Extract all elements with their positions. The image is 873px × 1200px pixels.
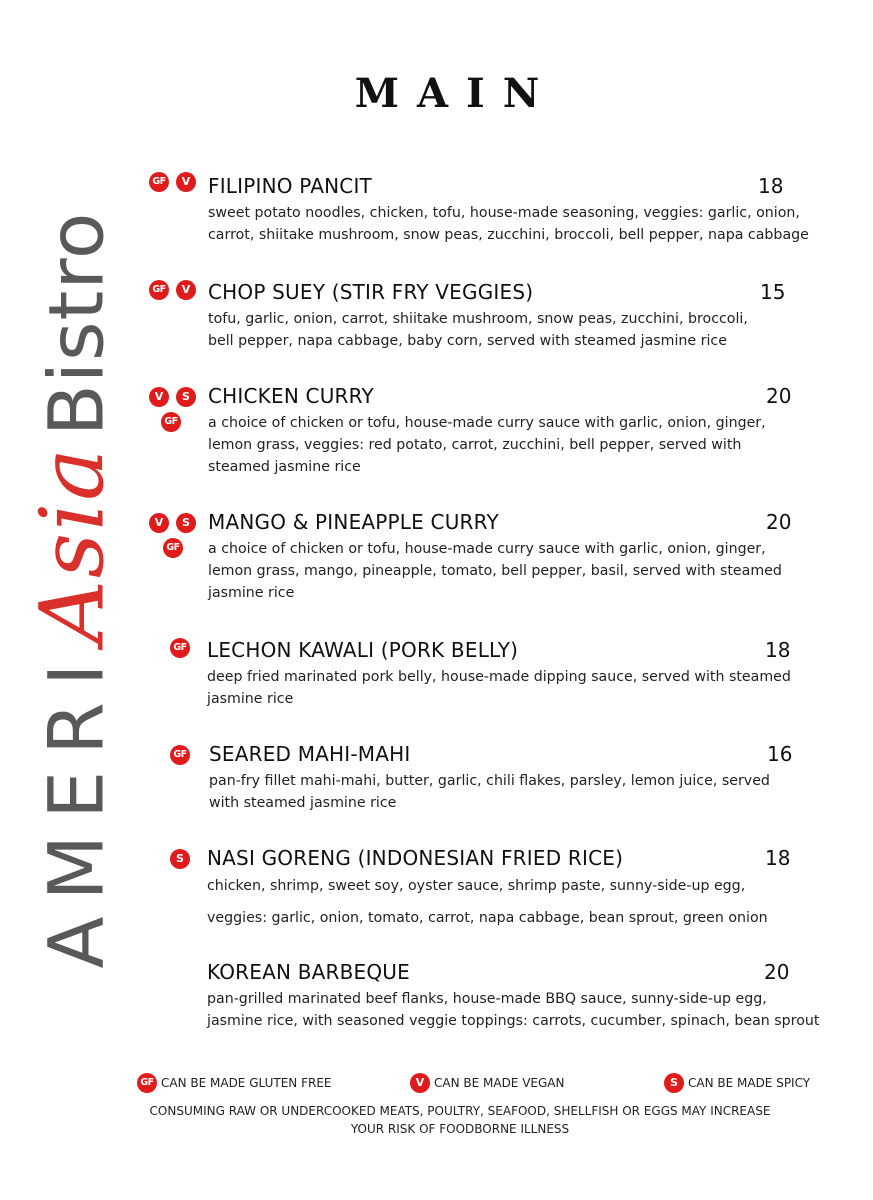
item-price: 16 — [767, 742, 793, 766]
spicy-icon: S — [176, 387, 196, 407]
legend-gluten-free — [137, 1073, 331, 1093]
item-description: a choice of chicken or tofu, house-made curry sauce with garlic, onion, ginger, lemon grass, veggies: red potato, carrot, zucchini, bell pepper, served with steamed jasmine rice — [208, 415, 766, 475]
item-price: 20 — [764, 960, 790, 984]
item-price: 15 — [760, 280, 786, 304]
menu-item — [208, 384, 808, 476]
menu-item — [209, 742, 809, 812]
item-price: 20 — [766, 510, 792, 534]
item-price: 18 — [765, 638, 791, 662]
gluten-free-icon: GF — [149, 280, 169, 300]
page-title: MAIN — [354, 70, 558, 117]
item-name: LECHON KAWALI (PORK BELLY) — [207, 638, 519, 662]
brand-logo — [21, 212, 124, 969]
legend-label: CAN BE MADE GLUTEN FREE — [161, 1076, 332, 1090]
menu-item — [208, 280, 808, 350]
vegan-icon: V — [149, 513, 169, 533]
gluten-free-icon: GF — [170, 745, 190, 765]
vegan-icon: V — [410, 1073, 430, 1093]
legend-vegan — [410, 1073, 564, 1093]
vegan-icon: V — [176, 280, 196, 300]
item-name: NASI GORENG (INDONESIAN FRIED RICE) — [207, 846, 624, 870]
vegan-icon: V — [149, 387, 169, 407]
item-description: chicken, shrimp, sweet soy, oyster sauce, shrimp paste, sunny-side-up egg, veggies: garlic, onion, tomato, carrot, napa cabbage, bean sprout, green onion — [207, 878, 768, 926]
gluten-free-icon: GF — [170, 638, 190, 658]
item-name: FILIPINO PANCIT — [208, 174, 372, 198]
item-name: KOREAN BARBEQUE — [207, 960, 410, 984]
spicy-icon: S — [664, 1073, 684, 1093]
legend-spicy — [664, 1073, 810, 1093]
item-price: 18 — [758, 174, 784, 198]
item-name: MANGO & PINEAPPLE CURRY — [208, 510, 499, 534]
menu-item — [207, 638, 807, 708]
brand-part-ameri: AMERI — [31, 647, 121, 969]
menu-item — [208, 510, 808, 602]
spicy-icon: S — [170, 849, 190, 869]
item-name: SEARED MAHI-MAHI — [209, 742, 411, 766]
brand-part-bistro: Bistro — [31, 211, 121, 437]
legend-label: CAN BE MADE SPICY — [688, 1076, 811, 1090]
spicy-icon: S — [176, 513, 196, 533]
item-description: tofu, garlic, onion, carrot, shiitake mushroom, snow peas, zucchini, broccoli, bell pepper, napa cabbage, baby corn, served with steamed jasmine rice — [208, 311, 748, 349]
food-safety-notice: CONSUMING RAW OR UNDERCOOKED MEATS, POULTRY, SEAFOOD, SHELLFISH OR EGGS MAY INCREASE YOUR RISK OF FOODBORNE ILLNESS — [149, 1104, 771, 1136]
item-description: deep fried marinated pork belly, house-made dipping sauce, served with steamed jasmine rice — [207, 669, 791, 707]
vegan-icon: V — [176, 172, 196, 192]
menu-item — [207, 846, 807, 926]
gluten-free-icon: GF — [163, 538, 183, 558]
item-name: CHICKEN CURRY — [208, 384, 374, 408]
gluten-free-icon: GF — [149, 172, 169, 192]
gluten-free-icon: GF — [161, 412, 181, 432]
item-name: CHOP SUEY (STIR FRY VEGGIES) — [208, 280, 534, 304]
item-description: pan-grilled marinated beef flanks, house-made BBQ sauce, sunny-side-up egg, jasmine rice, with seasoned veggie toppings: carrots, cucumber, spinach, bean sprout — [207, 991, 820, 1029]
item-price: 18 — [765, 846, 791, 870]
item-description: pan-fry fillet mahi-mahi, butter, garlic, chili flakes, parsley, lemon juice, served with steamed jasmine rice — [209, 773, 770, 811]
menu-item — [207, 960, 837, 1030]
menu-item — [208, 174, 808, 244]
brand-part-asia: Asia — [20, 446, 124, 644]
legend-label: CAN BE MADE VEGAN — [434, 1076, 565, 1090]
gluten-free-icon: GF — [137, 1073, 157, 1093]
item-description: a choice of chicken or tofu, house-made curry sauce with garlic, onion, ginger, lemon grass, mango, pineapple, tomato, bell pepper, basil, served with steamed jasmine rice — [208, 541, 782, 601]
item-description: sweet potato noodles, chicken, tofu, house-made seasoning, veggies: garlic, onion, carrot, shiitake mushroom, snow peas, zucchini, broccoli, bell pepper, napa cabbage — [208, 205, 809, 243]
item-price: 20 — [766, 384, 792, 408]
